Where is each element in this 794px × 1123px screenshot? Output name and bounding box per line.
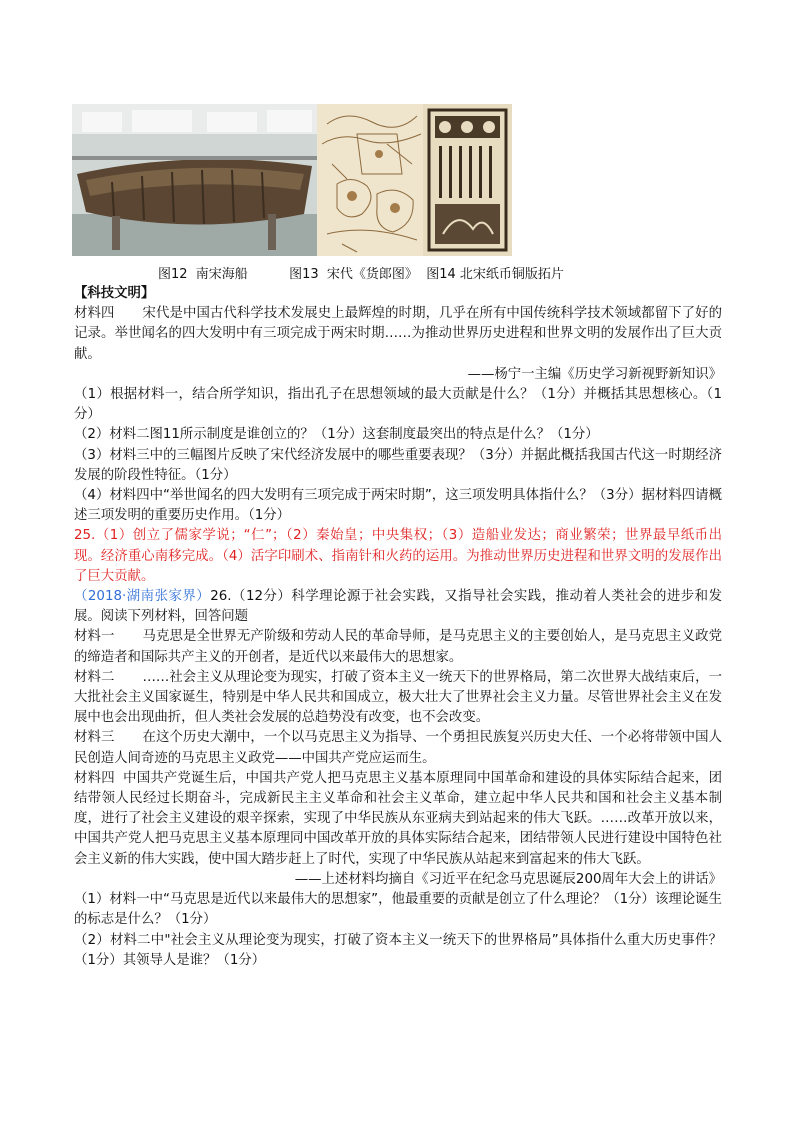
material-b3-text: 在这个历史大潮中，一个以马克思主义为指导、一个勇担民族复兴历史大任、一个必将带领中国人民创造人间奇迹的马克思主义政党——中国共产党应运而生。 xyxy=(74,730,722,766)
figure-caption: 图12 南宋海船 图13 宋代《货郎图》 图14 北宋纸币铜版拓片 xyxy=(158,267,564,282)
material-b4 xyxy=(74,769,722,870)
material-b2-label: 材料二 xyxy=(74,669,115,685)
section-title: 【科技文明】 xyxy=(74,286,155,301)
question-26-text: 26.（12分）科学理论源于社会实践，又指导社会实践，推动着人类社会的进步和发展。阅读下列材料，回答问题 xyxy=(74,589,722,625)
material-4-text: 宋代是中国古代科学技术发展史上最辉煌的时期，几乎在所有中国传统科学技术领域都留下了好的记录。举世闻名的四大发明中有三项完成于两宋时期……为推动世界历史进程和世界文明的发展作出了巨大贡献。 xyxy=(74,306,722,362)
question-26-intro xyxy=(74,587,722,627)
material-4-label: 材料四 xyxy=(74,306,115,322)
material-b1 xyxy=(74,627,722,667)
figure-images xyxy=(72,104,512,256)
material-b2 xyxy=(74,668,722,729)
answer-25: 25.（1）创立了儒家学说；“仁”；（2）秦始皇；中央集权；（3）造船业发达；商业繁荣；世界最早纸币出现。经济重心南移完成。（4）活字印刷术、指南针和火药的运用。为推动世界历史进程和世界文明的发展作出了巨大贡献。 xyxy=(74,528,722,584)
materials-source: ——上述材料均摘自《习近平在纪念马克思诞辰200周年大会上的讲话》 xyxy=(294,871,722,887)
material-b1-text: 马克思是全世界无产阶级和劳动人民的革命导师，是马克思主义的主要创始人，是马克思主义政党的缔造者和国际共产主义的开创者，是近代以来最伟大的思想家。 xyxy=(74,629,722,665)
northern-song-paper-money-rubbing xyxy=(423,104,512,256)
question-26-source: （2018·湖南张家界） xyxy=(74,589,211,605)
material-b3-label: 材料三 xyxy=(74,730,115,746)
material-b4-label: 材料四 xyxy=(74,770,115,786)
huolang-painting xyxy=(317,104,423,256)
material-b4-text: 中国共产党诞生后，中国共产党人把马克思主义基本原理同中国革命和建设的具体实际结合起来，团结带领人民经过长期奋斗，完成新民主主义革命和社会主义革命，建立起中华人民共和国和社会主义基本制度，进行了社会主义建设的艰辛探索，实现了中华民族从东亚病夫到站起来的伟大飞跃。……改革开放以来，中国共产党人把马克思主义基本原理同中国改革开放的具体实际结合起来，团结带领人民进行建设中国特色社会主义新的伟大实践，使中国大踏步赶上了时代，实现了中华民族从站起来到富起来的伟大飞跃。 xyxy=(74,770,723,867)
question-26-1: （1）材料一中“马克思是近代以来最伟大的思想家”，他最重要的贡献是创立了什么理论？（1分）该理论诞生的标志是什么？（1分） xyxy=(74,892,722,928)
question-26-2: （2）材料二中"社会主义从理论变为现实，打破了资本主义一统天下的世界格局”具体指什么重大历史事件？（1分）其领导人是谁？（1分） xyxy=(74,932,722,968)
material-b1-label: 材料一 xyxy=(74,629,115,645)
material-b3 xyxy=(74,728,722,768)
material-b2-text: ……社会主义从理论变为现实，打破了资本主义一统天下的世界格局，第二次世界大战结束后，一大批社会主义国家诞生，特别是中华人民共和国成立，极大壮大了世界社会主义力量。尽管世界社会主义在发展中也会出现曲折，但人类社会发展的总趋势没有改变，也不会改变。 xyxy=(74,669,723,726)
southern-song-ship-photo xyxy=(72,104,317,256)
question-2: （2）材料二图11所示制度是谁创立的？（1分）这套制度最突出的特点是什么？（1分） xyxy=(74,427,599,443)
material-4 xyxy=(74,304,722,365)
question-4: （4）材料四中“举世闻名的四大发明有三项完成于两宋时期”，这三项发明具体指什么？（3分）据材料四请概述三项发明的重要历史作用。（1分） xyxy=(74,488,722,524)
material-4-source: ——杨宁一主编《历史学习新视野新知识》 xyxy=(467,366,722,382)
document-body xyxy=(74,284,722,971)
question-3: （3）材料三中的三幅图片反映了宋代经济发展中的哪些重要表现？（3分）并据此概括我国古代这一时期经济发展的阶段性特征。（1分） xyxy=(74,447,722,483)
question-1: （1）根据材料一，结合所学知识，指出孔子在思想领域的最大贡献是什么？（1分）并概括其思想核心。（1分） xyxy=(74,387,722,423)
